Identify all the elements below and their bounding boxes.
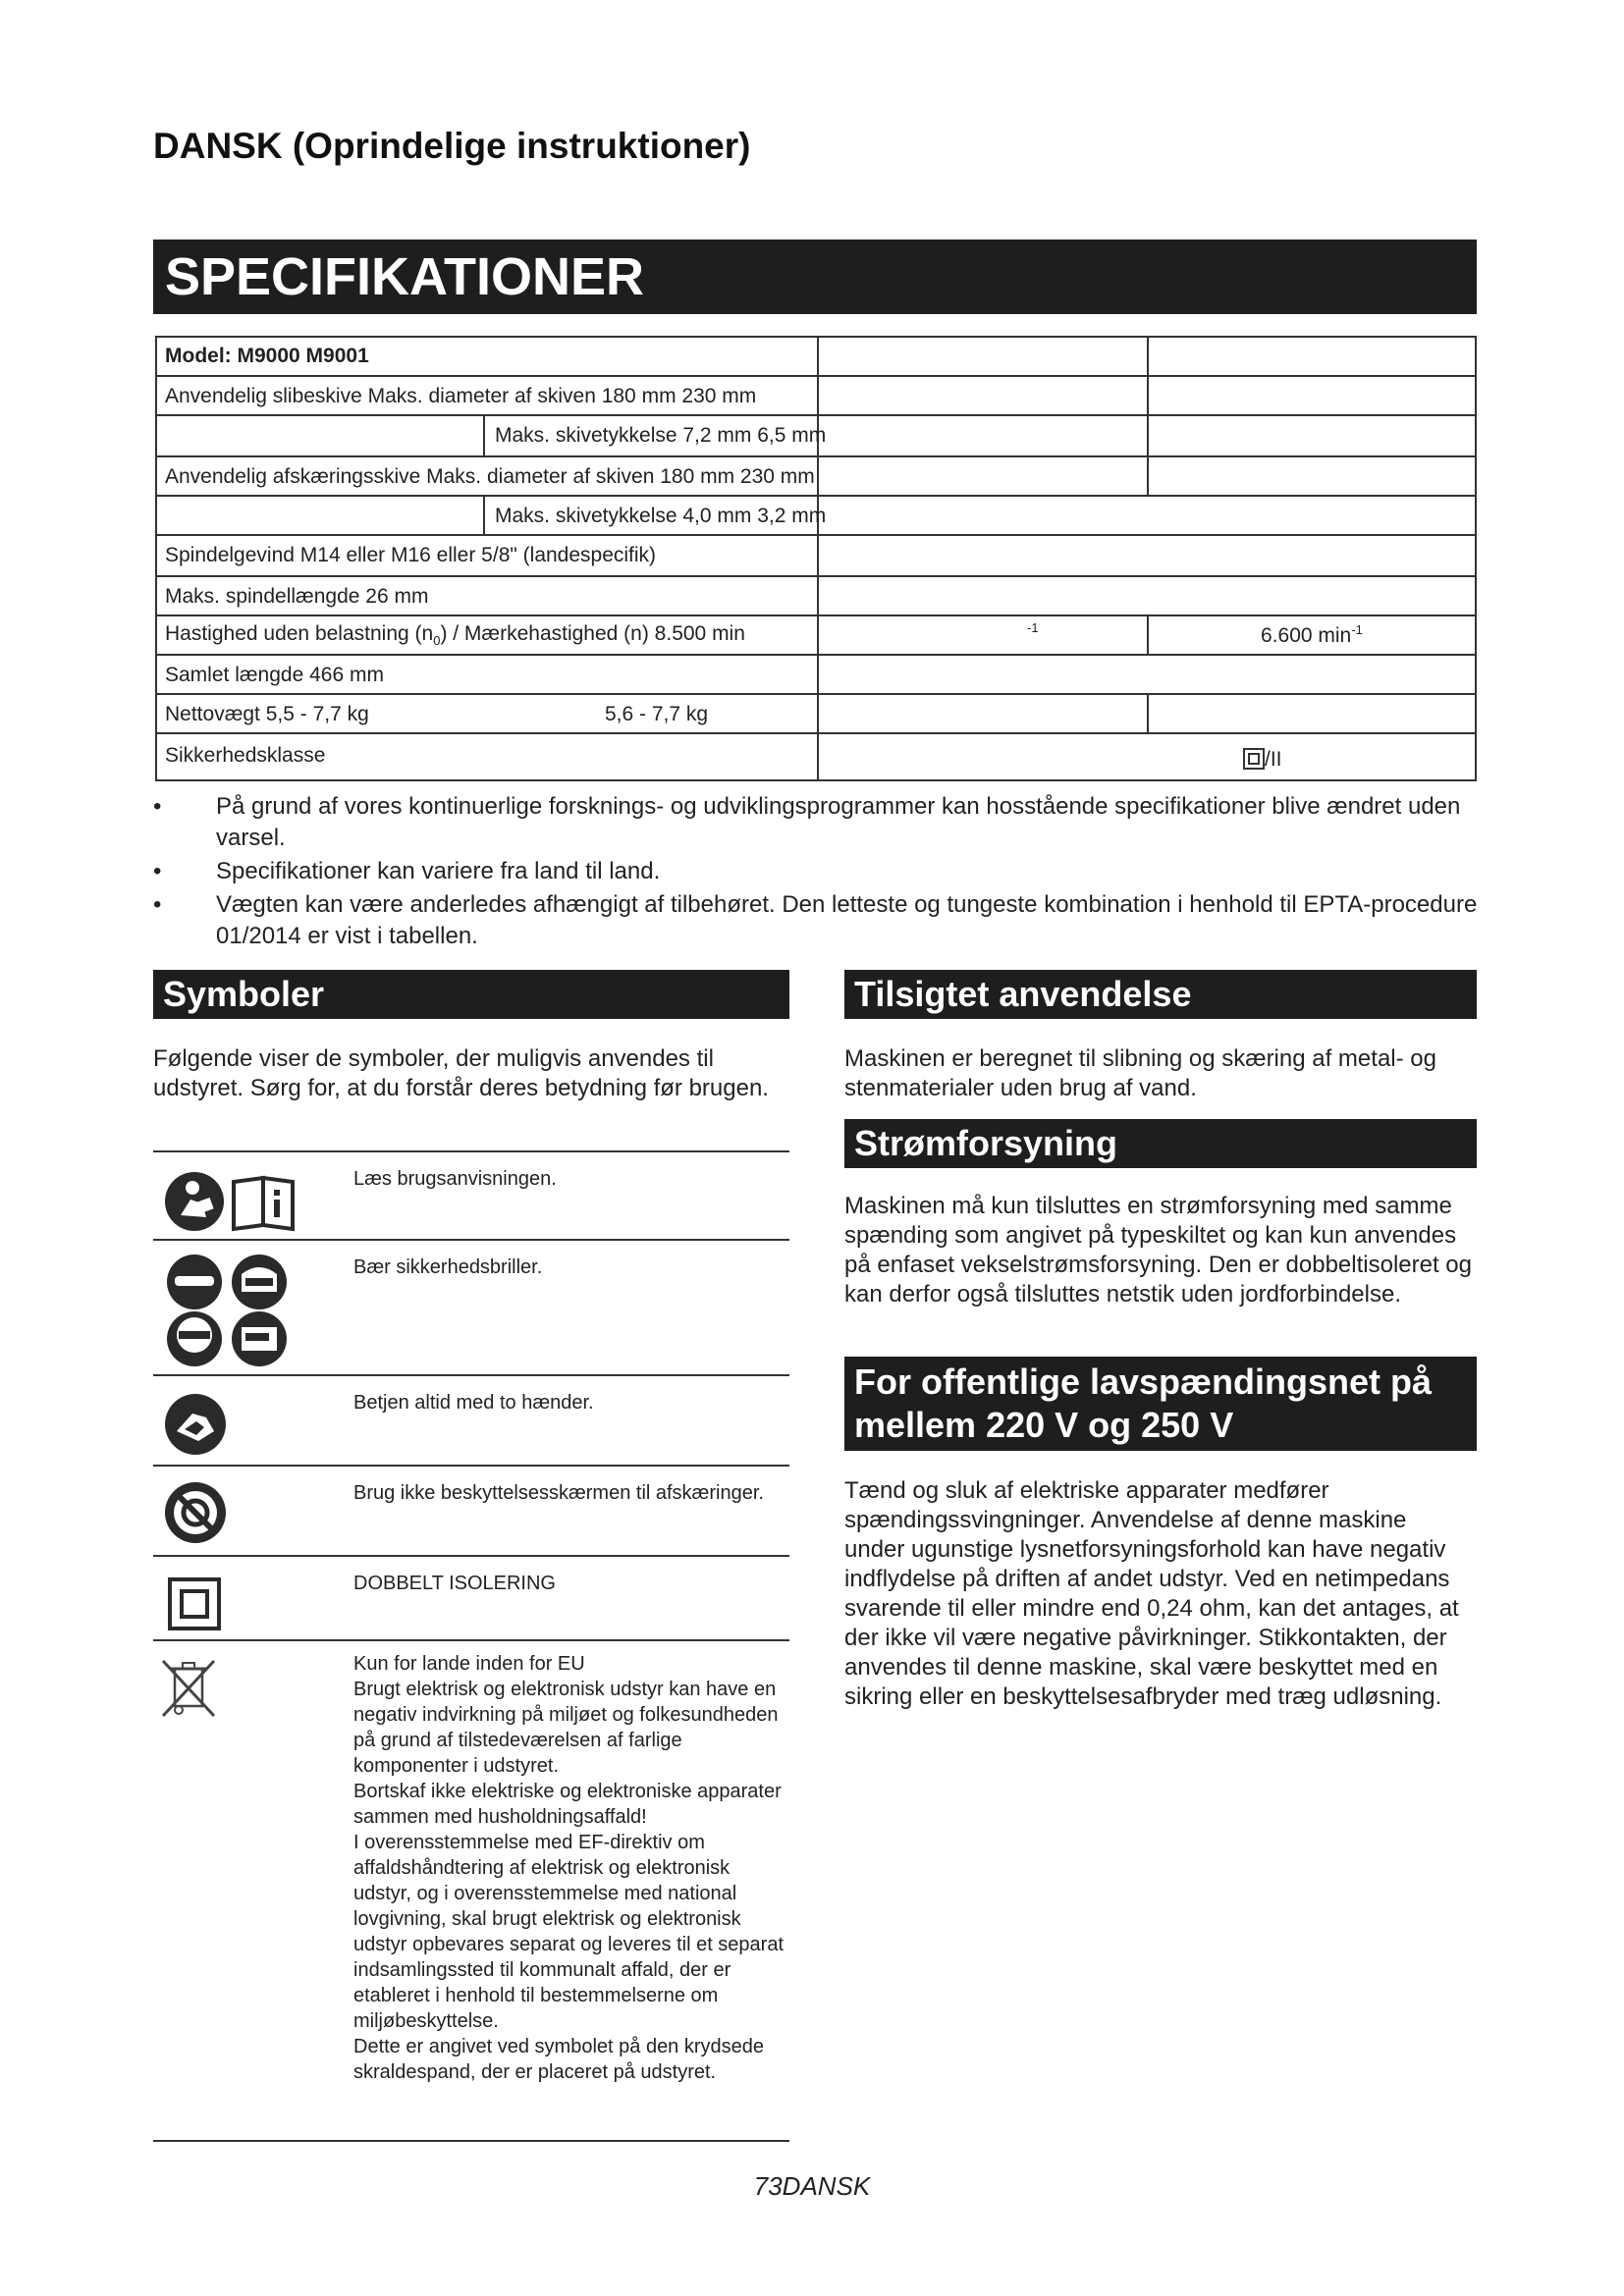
model-row: Model: M9000 M9001: [165, 345, 369, 367]
power-supply-text: Maskinen må kun tilsluttes en strømforsyning med samme spænding som angivet på typeskiltet og kan kun anvendes på enfaset vekselstrømsforsyning. Den er dobbeltisoleret og kan derfor også tilsluttes netstik uden jordforbindelse.: [844, 1193, 1472, 1308]
symbol-text: Læs brugsanvisningen.: [353, 1168, 557, 1190]
symbol-text: Brug ikke beskyttelsesskærmen til afskæringer.: [353, 1482, 764, 1504]
symbol-row: [153, 1465, 789, 1555]
intended-use-text: Maskinen er beregnet til slibning og skæring af metal- og stenmaterialer uden brug af vand.: [844, 1045, 1436, 1101]
grinding-thickness-row: Maks. skivetykkelse 7,2 mm 6,5 mm: [495, 424, 827, 447]
double-insulation-small-icon: [1243, 748, 1265, 770]
low-voltage-text: Tænd og sluk af elektriske apparater medfører spændingssvingninger. Anvendelse af denne maskine under ugunstige lysnetforsyningsforhold kan have negativ indflydelse på driften af andet udstyr. Ved en netimpedans svarende til eller mindre end 0,24 ohm, kan det antages, at der ikke vil være negative påvirkninger. Stikkontakten, der anvendes til denne maskine, skal være beskyttet med en sikring eller en beskyttelsesafbryder med træg udløsning.: [844, 1477, 1459, 1710]
overall-length-row: Samlet længde 466 mm: [165, 664, 384, 686]
language-title: DANSK (Oprindelige instruktioner): [153, 126, 751, 166]
speed-col3: 6.600 $\min^{-1}$: [1261, 622, 1363, 647]
symbol-text: DOBBELT ISOLERING: [353, 1573, 556, 1594]
symbol-row: [153, 1639, 789, 2142]
cutoff-thickness-row: Maks. skivetykkelse 4,0 mm 3,2 mm: [495, 505, 827, 527]
symbol-row: [153, 1150, 789, 1239]
spindle-thread-row: Spindelgevind M14 eller M16 eller 5/8" (landespecifik): [165, 544, 657, 566]
specifications-heading: SPECIFIKATIONER: [153, 240, 1477, 314]
safety-class-value: /II: [1243, 748, 1282, 772]
symbol-text: Bær sikkerhedsbriller.: [353, 1256, 543, 1278]
crossed-bin-icon: [157, 1655, 220, 1718]
symbol-text: Betjen altid med to hænder.: [353, 1392, 594, 1414]
speed-row: Hastighed uden belastning $(n_0)$ / Mærkehastighed (n) 8.500 min: [165, 622, 745, 649]
symbols-heading: Symboler: [153, 970, 789, 1019]
symbol-row: [153, 1555, 789, 1639]
spec-table: [155, 336, 1477, 781]
symbol-row: [153, 1374, 789, 1465]
symbol-text: Kun for lande inden for EU Brugt elektrisk og elektronisk udstyr kan have en negativ indvirkning på miljøet og folkesundheden på grund af tilstedeværelsen af farlige komponenter i udstyret. Bortskaf ikke elektriske og elektroniske apparater sammen med husholdningsaffald! I overensstemmelse med EF-direktiv om affaldshåndtering af elektrisk og elektronisk udstyr, og i overensstemmelse med national lovgivning, skal brugt elektrisk og elektronisk udstyr opbevares separat og leveres til et separat indsamlingssted til kommunalt affald, der er etableret i henhold til bestemmelserne om miljøbeskyttelse. Dette er angivet ved symbolet på den krydsede skraldespand, der er placeret på udstyret.: [353, 1653, 785, 2083]
read-manual-icon: [163, 1166, 310, 1235]
spec-note: • Vægten kan være anderledes afhængigt af tilbehøret. Den letteste og tungeste kombination i henhold til EPTA-procedure 01/2014 er vist i tabellen.: [153, 889, 1479, 952]
net-weight-1: Nettovægt 5,5 - 7,7 kg: [165, 703, 369, 725]
grinding-wheel-row: Anvendelig slibeskive Maks. diameter af skiven 180 mm 230 mm: [165, 385, 757, 407]
spec-note: • Specifikationer kan variere fra land til land.: [153, 856, 1479, 887]
no-guard-icon: [163, 1480, 228, 1545]
page-footer: 73DANSK: [753, 2171, 871, 2201]
spec-notes: [153, 791, 1479, 954]
safety-class-label: Sikkerhedsklasse: [165, 744, 326, 767]
intended-use-heading: Tilsigtet anvendelse: [844, 970, 1477, 1019]
two-hands-icon: [163, 1392, 228, 1457]
net-weight-2: 5,6 - 7,7 kg: [605, 703, 709, 725]
low-voltage-heading: For offentlige lavspændingsnet på mellem 220 V og 250 V: [844, 1357, 1477, 1451]
power-supply-heading: Strømforsyning: [844, 1119, 1477, 1168]
safety-glasses-icon: [163, 1253, 300, 1368]
speed-unit-sup: -1: [1027, 620, 1039, 635]
cutoff-wheel-row: Anvendelig afskæringsskive Maks. diameter af skiven 180 mm 230 mm: [165, 465, 815, 488]
spec-note: • På grund af vores kontinuerlige forsknings- og udviklingsprogrammer kan hosstående specifikationer blive ændret uden varsel.: [153, 791, 1479, 854]
double-insulation-icon: [167, 1576, 222, 1631]
spindle-length-row: Maks. spindellængde 26 mm: [165, 585, 429, 608]
symbols-intro: Følgende viser de symboler, der muligvis anvendes til udstyret. Sørg for, at du forstår deres betydning før brugen.: [153, 1045, 769, 1101]
symbol-row: [153, 1239, 789, 1374]
